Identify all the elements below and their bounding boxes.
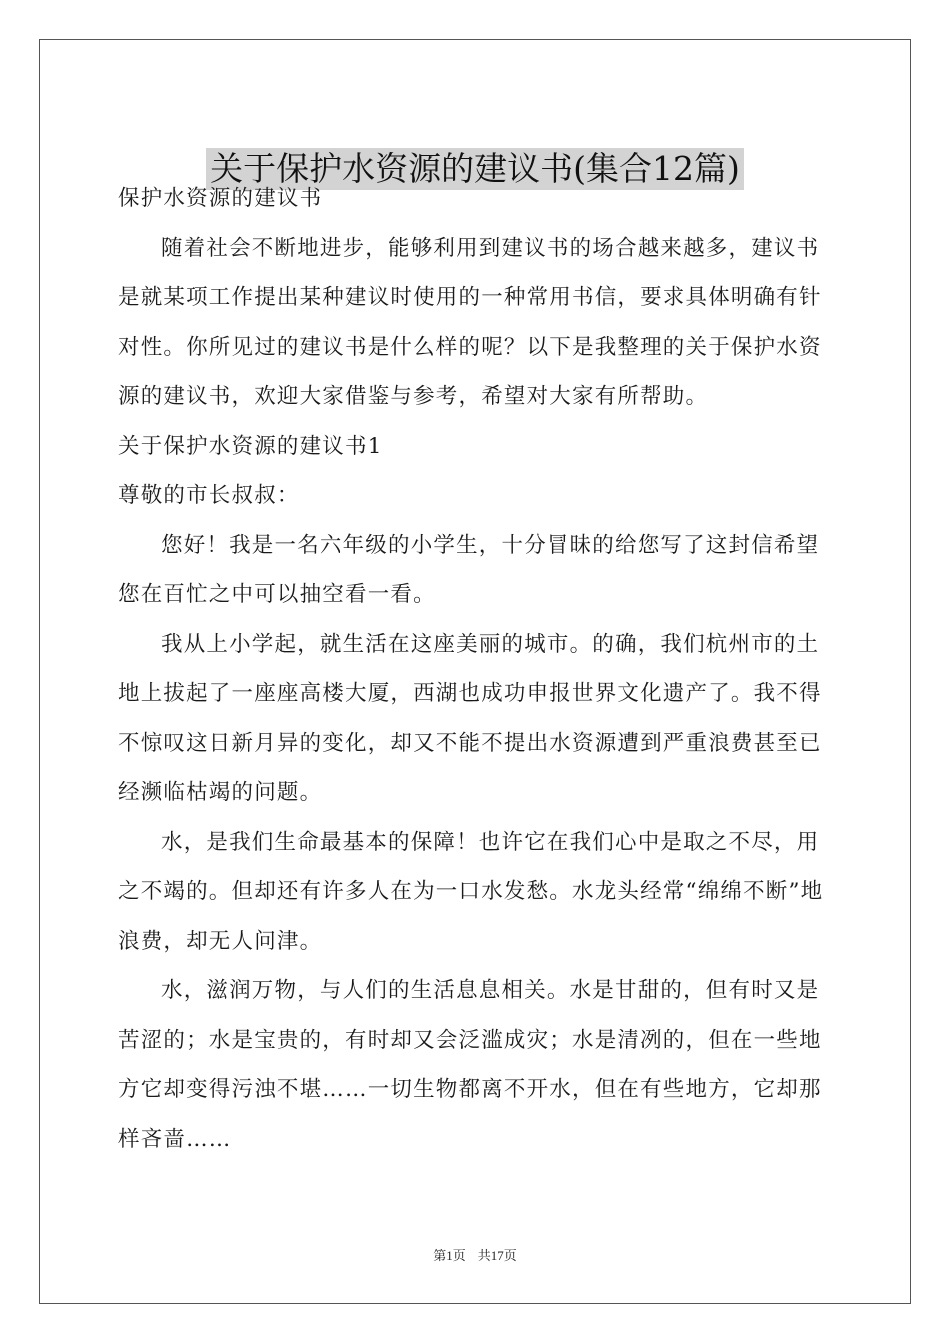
paragraph-subtitle: 保护水资源的建议书 [118,186,323,211]
document-body [118,174,834,1164]
paragraph-intro: 随着社会不断地进步，能够利用到建议书的场合越来越多，建议书是就某项工作提出某种建议时使用的一种常用书信，要求具体明确有针对性。你所见过的建议书是什么样的呢？以下是我整理的关于保护水资源的建议书，欢迎大家借鉴与参考，希望对大家有所帮助。 [118,235,822,409]
page-total: 共17页 [477,1248,517,1263]
paragraph-water-nature: 水，滋润万物，与人们的生活息息相关。水是甘甜的，但有时又是苦涩的；水是宝贵的，有时却又会泛滥成灾；水是清冽的，但在一些地方它却变得污浊不堪……一切生物都离不开水，但在有些地方，它却那样吝啬…… [118,978,822,1152]
paragraph-city: 我从上小学起，就生活在这座美丽的城市。的确，我们杭州市的土地上拔起了一座座高楼大厦，西湖也成功申报世界文化遗产了。我不得不惊叹这日新月异的变化，却又不能不提出水资源遭到严重浪费甚至已经濒临枯竭的问题。 [118,631,822,805]
document-title: 关于保护水资源的建议书(集合12篇) [206,148,744,190]
paragraph-greeting: 您好！我是一名六年级的小学生，十分冒昧的给您写了这封信希望您在百忙之中可以抽空看一看。 [118,532,820,607]
salutation: 尊敬的市长叔叔： [118,483,300,508]
paragraph-water-life: 水，是我们生命最基本的保障！也许它在我们心中是取之不尽，用之不竭的。但却还有许多人在为一口水发愁。水龙头经常“绵绵不断”地浪费，却无人问津。 [118,829,824,954]
page-current: 第1页 [433,1248,466,1263]
page-footer [0,1245,950,1264]
section-heading-1: 关于保护水资源的建议书1 [118,433,383,459]
